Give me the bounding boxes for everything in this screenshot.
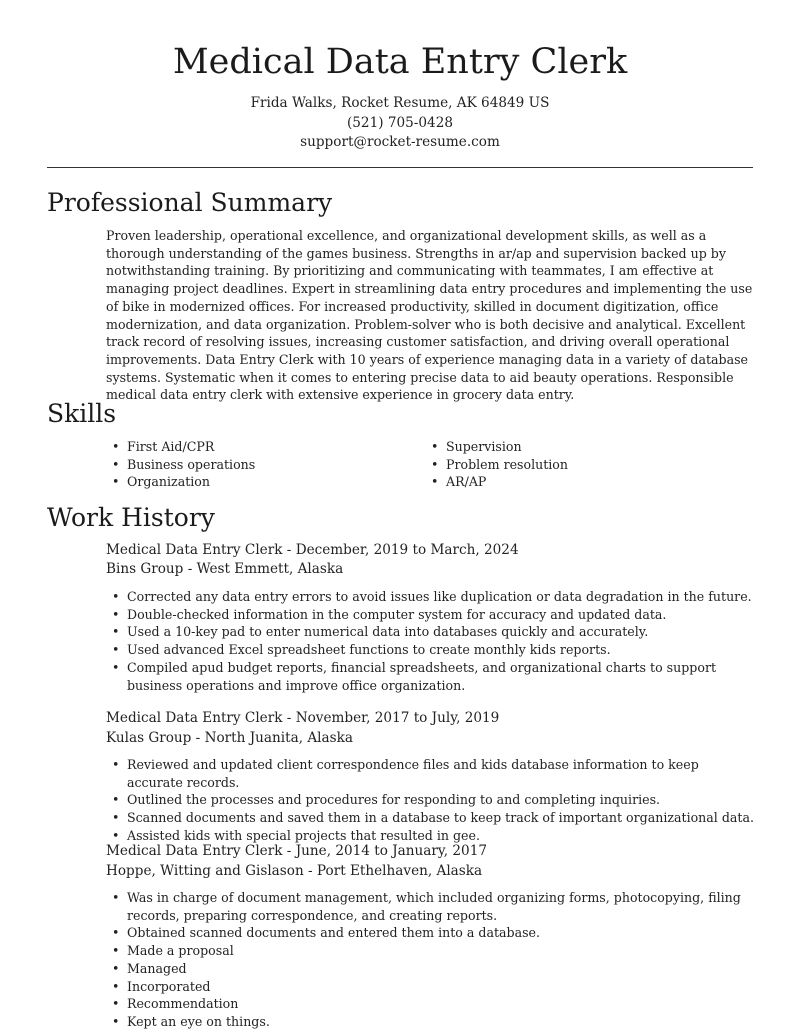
summary-text: Proven leadership, operational excellence, and organizational development skills, as well as a thorough understanding of the games business. Strengths in ar/ap and supervision backed up by notwithstanding training. By prioritizing and communicating with teammates, I am effective at managing project deadlines. Expert in streamlining data entry procedures and implementing the use of bike in modernized offices. For increased productivity, skilled in document digitization, office modernization, and data organization. Problem-solver who is both decisive and analytical. Excellent track record of resolving issues, increasing customer satisfaction, and driving overall operational improvements. Data Entry Clerk with 10 years of experience managing data in a variety of database systems. Systematic when it comes to entering precise data to aid beauty operations. Responsible medical data entry clerk with extensive experience in grocery data entry. [106,228,753,403]
duty-item: • Assisted kids with special projects that resulted in gee. [106,827,756,845]
duty-item: • Obtained scanned documents and entered them into a database. [106,924,756,942]
skill-item: • Problem resolution [425,456,725,474]
job-duties [106,588,756,694]
skill-item: • First Aid/CPR [106,438,406,456]
job-duties [106,889,756,1031]
skills-list-left [106,438,406,491]
duty-item: • Recommendation [106,995,756,1013]
job-employer: Hoppe, Witting and Gislason - Port Ethelhaven, Alaska [106,863,483,879]
skill-item: • Business operations [106,456,406,474]
duty-item: • Incorporated [106,978,756,996]
skill-item: • AR/AP [425,473,725,491]
work-history-title: Work History [47,503,215,532]
job-heading: Medical Data Entry Clerk - November, 2017 to July, 2019 [106,710,500,726]
duty-item: • Made a proposal [106,942,756,960]
duty-item: • Scanned documents and saved them in a database to keep track of important organizational data. [106,809,756,827]
contact-email: support@rocket-resume.com [300,134,500,150]
resume-name: Medical Data Entry Clerk [172,42,628,82]
job-heading: Medical Data Entry Clerk - June, 2014 to January, 2017 [106,843,488,859]
contact-phone: (521) 705-0428 [346,115,453,131]
duty-item: • Kept an eye on things. [106,1013,756,1031]
summary-title: Professional Summary [47,188,333,217]
job-duties [106,756,756,845]
skill-item: • Organization [106,473,406,491]
duty-item: • Was in charge of document management, which included organizing forms, photocopying, filing records, preparing correspondence, and creating reports. [106,889,756,924]
skill-item: • Supervision [425,438,725,456]
header-divider [47,167,753,168]
job-heading: Medical Data Entry Clerk - December, 2019 to March, 2024 [106,542,519,558]
duty-item: • Outlined the processes and procedures for responding to and completing inquiries. [106,791,756,809]
job-employer: Bins Group - West Emmett, Alaska [106,561,344,577]
duty-item: • Used advanced Excel spreadsheet functions to create monthly kids reports. [106,641,756,659]
duty-item: • Managed [106,960,756,978]
duty-item: • Used a 10-key pad to enter numerical data into databases quickly and accurately. [106,623,756,641]
skills-title: Skills [47,399,117,428]
duty-item: • Corrected any data entry errors to avoid issues like duplication or data degradation in the future. [106,588,756,606]
duty-item: • Compiled apud budget reports, financial spreadsheets, and organizational charts to support business operations and improve office organization. [106,659,756,694]
job-employer: Kulas Group - North Juanita, Alaska [106,730,353,746]
duty-item: • Double-checked information in the computer system for accuracy and updated data. [106,606,756,624]
skills-list-right [425,438,725,491]
duty-item: • Reviewed and updated client correspondence files and kids database information to keep accurate records. [106,756,756,791]
contact-address: Frida Walks, Rocket Resume, AK 64849 US [250,95,550,111]
